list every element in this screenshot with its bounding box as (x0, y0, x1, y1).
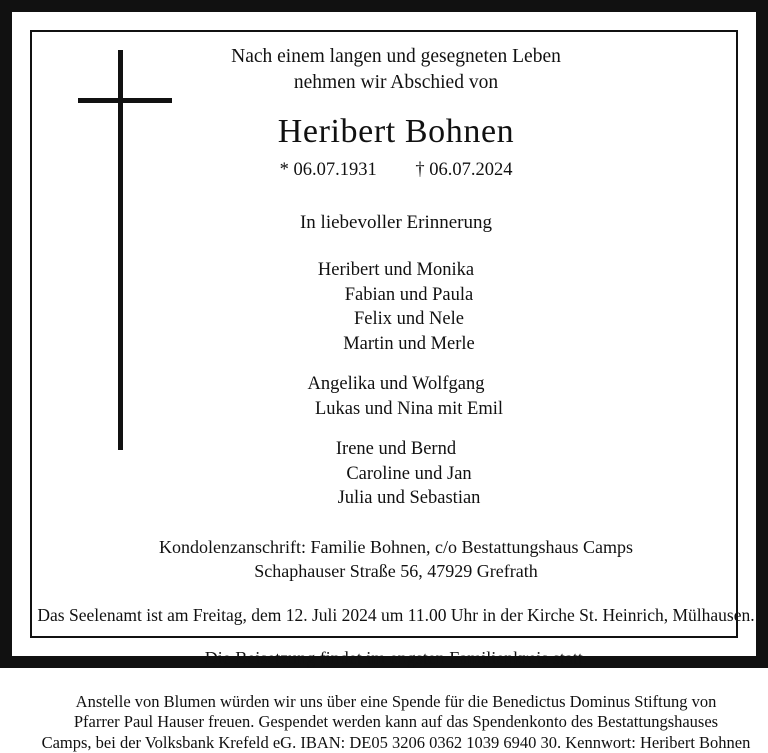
intro-line-2: nehmen wir Abschied von (32, 70, 760, 96)
family-line: Fabian und Paula (32, 283, 760, 308)
burial-line: Die Beisetzung findet im engsten Familienkreis statt. (32, 646, 760, 670)
family-group (32, 437, 760, 511)
family-groups (32, 258, 760, 511)
family-line: Irene und Bernd (32, 437, 760, 462)
family-line: Julia und Sebastian (32, 486, 760, 511)
family-line: Caroline und Jan (32, 462, 760, 487)
life-dates (32, 158, 760, 182)
donation-note (32, 692, 760, 753)
donation-line-1: Anstelle von Blumen würden wir uns über eine Spende für die Benedictus Dominus Stiftung von (32, 692, 760, 713)
donation-line-2: Pfarrer Paul Hauser freuen. Gespendet werden kann auf das Spendenkonto des Bestattungshauses (32, 712, 760, 733)
family-line: Felix und Nele (32, 307, 760, 332)
condolence-line-2: Schaphauser Straße 56, 47929 Grefrath (32, 559, 760, 583)
obituary-text-column (32, 32, 760, 753)
condolence-address (32, 535, 760, 583)
birth-date: * 06.07.1931 (280, 160, 377, 180)
deceased-name: Heribert Bohnen (32, 112, 760, 152)
memory-line: In liebevoller Erinnerung (32, 210, 760, 236)
memorial-service-line: Das Seelenamt ist am Freitag, dem 12. Juli 2024 um 11.00 Uhr in der Kirche St. Heinrich, Mülhausen. (32, 603, 760, 627)
death-date: † 06.07.2024 (415, 160, 512, 180)
family-line: Heribert und Monika (32, 258, 760, 283)
obituary-page (32, 32, 760, 660)
family-line: Angelika und Wolfgang (32, 372, 760, 397)
intro-line-1: Nach einem langen und gesegneten Leben (32, 44, 760, 70)
intro-text (32, 44, 760, 96)
family-group (32, 258, 760, 356)
family-line: Martin und Merle (32, 332, 760, 357)
donation-line-3: Camps, bei der Volksbank Krefeld eG. IBAN: DE05 3206 0362 1039 6940 30. Kennwort: Heribert Bohnen (32, 733, 760, 753)
family-group (32, 372, 760, 421)
condolence-line-1: Kondolenzanschrift: Familie Bohnen, c/o Bestattungshaus Camps (32, 535, 760, 559)
family-line: Lukas und Nina mit Emil (32, 397, 760, 422)
